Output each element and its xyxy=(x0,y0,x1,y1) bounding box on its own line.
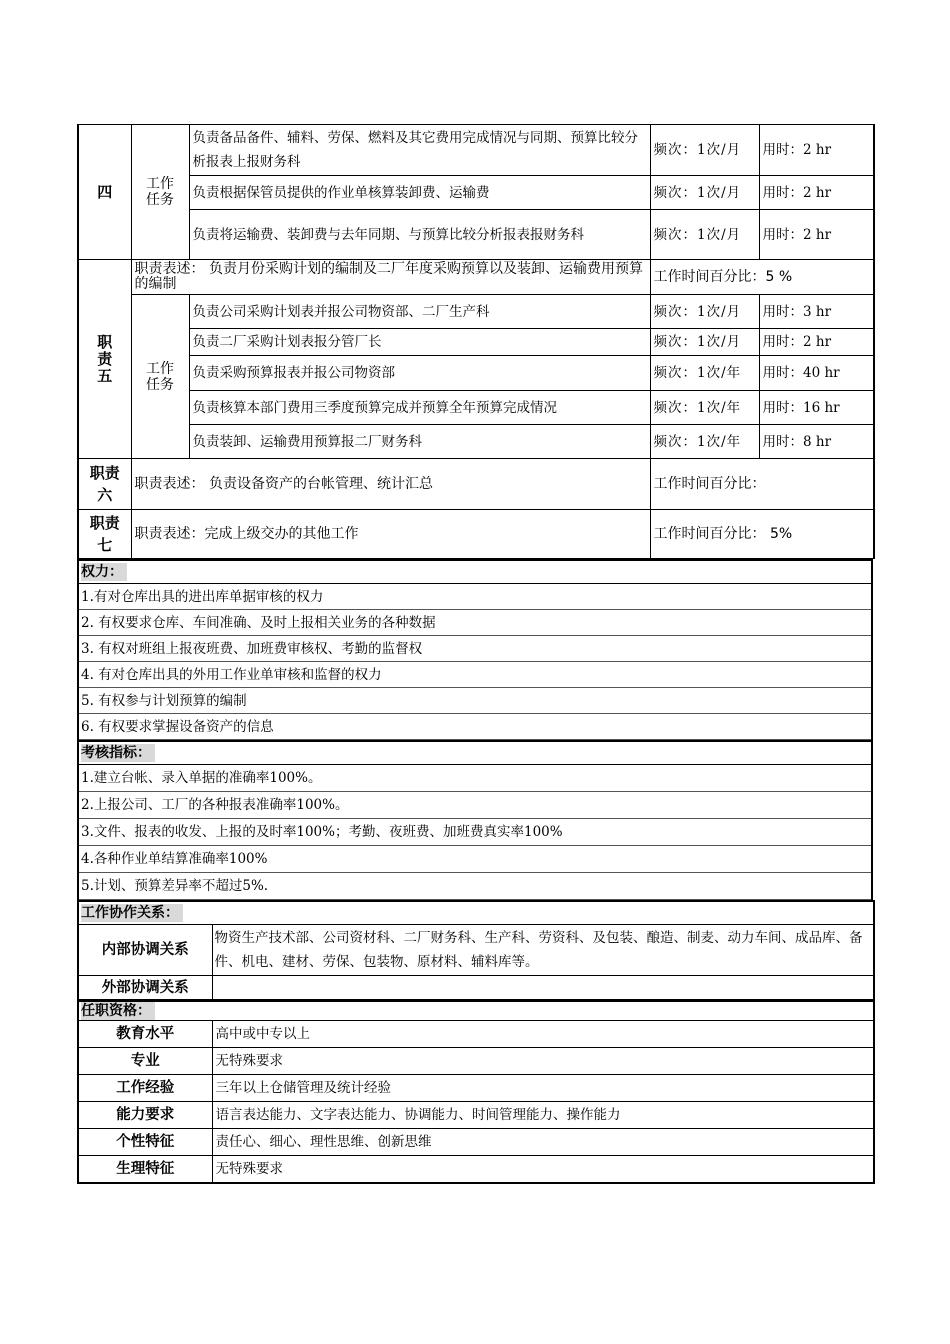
relations-header-row xyxy=(78,901,874,925)
kpi-item xyxy=(78,819,872,846)
qualification-row xyxy=(78,1075,874,1102)
power-item-text: 5. 有权参与计划预算的编制 xyxy=(78,688,872,714)
qualification-row xyxy=(78,1021,874,1048)
relations-table xyxy=(77,900,875,1000)
kpis-title xyxy=(78,741,872,765)
qualification-row xyxy=(78,1048,874,1075)
duty5-task-time: 用时：8 hr xyxy=(759,425,874,459)
duty5-task-text: 负责装卸、运输费用预算报二厂财务科 xyxy=(189,425,650,459)
duty5-task-label: 工作任务 xyxy=(131,295,189,459)
duty5-task-time: 用时：3 hr xyxy=(759,295,874,329)
kpi-item-text: 2.上报公司、工厂的各种报表准确率100%。 xyxy=(78,792,872,819)
kpi-item-text: 5.计划、预算差异率不超过5%. xyxy=(78,873,872,900)
external-relations-value xyxy=(212,976,874,1000)
qualification-label: 生理特征 xyxy=(78,1156,212,1183)
power-item-text: 1.有对仓库出具的进出库单据审核的权力 xyxy=(78,584,872,610)
qualifications-header-row xyxy=(78,1001,874,1021)
duty5-task-row xyxy=(78,425,874,459)
duty5-task-text: 负责采购预算报表并报公司物资部 xyxy=(189,356,650,391)
duty5-task-row xyxy=(78,329,874,356)
duty5-task-time: 用时：40 hr xyxy=(759,356,874,391)
qualification-row xyxy=(78,1102,874,1129)
qualifications-title xyxy=(78,1001,874,1021)
qualifications-table xyxy=(77,1000,875,1184)
duty7-description: 职责表述：完成上级交办的其他工作 xyxy=(131,510,650,559)
duty4-task-text: 负责根据保管员提供的作业单核算装卸费、运输费 xyxy=(189,176,650,210)
external-relations-label: 外部协调关系 xyxy=(78,976,212,1000)
qualification-label: 专业 xyxy=(78,1048,212,1075)
duty4-task-freq: 频次：1次/月 xyxy=(650,125,759,176)
power-item-text: 6. 有权要求掌握设备资产的信息 xyxy=(78,714,872,740)
job-description-sheet xyxy=(77,124,873,1184)
powers-title xyxy=(78,560,872,584)
kpi-item xyxy=(78,765,872,792)
duty5-task-freq: 频次：1次/月 xyxy=(650,329,759,356)
powers-table xyxy=(77,559,873,740)
relations-title-text: 工作协作关系： xyxy=(81,904,183,922)
qualification-value: 无特殊要求 xyxy=(212,1156,874,1183)
qualification-value: 语言表达能力、文字表达能力、协调能力、时间管理能力、操作能力 xyxy=(212,1102,874,1129)
internal-relations-label: 内部协调关系 xyxy=(78,925,212,976)
duty4-task-time: 用时：2 hr xyxy=(759,210,874,260)
qualification-label: 教育水平 xyxy=(78,1021,212,1048)
kpis-table xyxy=(77,740,873,900)
duty4-task-row xyxy=(78,176,874,210)
power-item xyxy=(78,636,872,662)
qualification-value: 责任心、细心、理性思维、创新思维 xyxy=(212,1129,874,1156)
duty6-label: 职责六 xyxy=(78,459,131,510)
qualification-row xyxy=(78,1129,874,1156)
powers-header-row xyxy=(78,560,872,584)
powers-title-text: 权力： xyxy=(81,563,127,581)
power-item xyxy=(78,714,872,740)
duty4-task-freq: 频次：1次/月 xyxy=(650,176,759,210)
qualification-row xyxy=(78,1156,874,1183)
kpi-item-text: 1.建立台帐、录入单据的准确率100%。 xyxy=(78,765,872,792)
power-item xyxy=(78,662,872,688)
duty5-task-freq: 频次：1次/年 xyxy=(650,425,759,459)
duty5-task-row xyxy=(78,391,874,425)
duty5-description: 职责表述： 负责月份采购计划的编制及二厂年度采购预算以及装卸、运输费用预算的编制 xyxy=(131,260,650,295)
duty4-task-text: 负责将运输费、装卸费与去年同期、与预算比较分析报表报财务科 xyxy=(189,210,650,260)
duty6-row xyxy=(78,459,874,510)
duties-table xyxy=(77,124,875,559)
kpi-item xyxy=(78,873,872,900)
duty7-row xyxy=(78,510,874,559)
duty5-task-time: 用时：16 hr xyxy=(759,391,874,425)
duty7-time-percent: 工作时间百分比： 5% xyxy=(650,510,874,559)
duty5-task-row xyxy=(78,356,874,391)
duty5-task-freq: 频次：1次/年 xyxy=(650,391,759,425)
duty4-task-time: 用时：2 hr xyxy=(759,176,874,210)
duty5-description-row xyxy=(78,260,874,295)
kpis-header-row xyxy=(78,741,872,765)
internal-relations-value: 物资生产技术部、公司资材科、二厂财务科、生产科、劳资科、及包装、酿造、制麦、动力车间、成品库、备件、机电、建材、劳保、包装物、原材料、辅料库等。 xyxy=(212,925,874,976)
kpi-item xyxy=(78,792,872,819)
kpi-item-text: 3.文件、报表的收发、上报的及时率100%；考勤、夜班费、加班费真实率100% xyxy=(78,819,872,846)
duty5-task-row xyxy=(78,295,874,329)
power-item xyxy=(78,584,872,610)
power-item-text: 3. 有权对班组上报夜班费、加班费审核权、考勤的监督权 xyxy=(78,636,872,662)
duty4-task-text: 负责备品备件、辅料、劳保、燃料及其它费用完成情况与同期、预算比较分析报表上报财务科 xyxy=(189,125,650,176)
duty4-label: 四 xyxy=(78,125,131,260)
power-item xyxy=(78,610,872,636)
duty5-task-text: 负责公司采购计划表并报公司物资部、二厂生产科 xyxy=(189,295,650,329)
power-item xyxy=(78,688,872,714)
duty5-task-freq: 频次：1次/年 xyxy=(650,356,759,391)
duty6-time-percent: 工作时间百分比： xyxy=(650,459,874,510)
kpi-item xyxy=(78,846,872,873)
qualification-value: 三年以上仓储管理及统计经验 xyxy=(212,1075,874,1102)
relations-title xyxy=(78,901,874,925)
duty4-task-freq: 频次：1次/月 xyxy=(650,210,759,260)
qualifications-title-text: 任职资格： xyxy=(81,1002,155,1020)
duty5-time-percent: 工作时间百分比：5 % xyxy=(650,260,874,295)
qualification-value: 高中或中专以上 xyxy=(212,1021,874,1048)
duty6-description: 职责表述： 负责设备资产的台帐管理、统计汇总 xyxy=(131,459,650,510)
duty5-task-time: 用时：2 hr xyxy=(759,329,874,356)
power-item-text: 2. 有权要求仓库、车间准确、及时上报相关业务的各种数据 xyxy=(78,610,872,636)
kpi-item-text: 4.各种作业单结算准确率100% xyxy=(78,846,872,873)
duty4-task-label: 工作任务 xyxy=(131,125,189,260)
internal-relations-row xyxy=(78,925,874,976)
duty4-task-time: 用时：2 hr xyxy=(759,125,874,176)
power-item-text: 4. 有对仓库出具的外用工作业单审核和监督的权力 xyxy=(78,662,872,688)
duty5-task-freq: 频次：1次/月 xyxy=(650,295,759,329)
duty4-task-row xyxy=(78,125,874,176)
duty5-label: 职责五 xyxy=(78,260,131,459)
duty5-task-text: 负责二厂采购计划表报分管厂长 xyxy=(189,329,650,356)
qualification-label: 工作经验 xyxy=(78,1075,212,1102)
qualification-label: 个性特征 xyxy=(78,1129,212,1156)
duty7-label: 职责七 xyxy=(78,510,131,559)
external-relations-row xyxy=(78,976,874,1000)
kpis-title-text: 考核指标： xyxy=(81,744,155,762)
duty5-task-text: 负责核算本部门费用三季度预算完成并预算全年预算完成情况 xyxy=(189,391,650,425)
duty4-task-row xyxy=(78,210,874,260)
qualification-value: 无特殊要求 xyxy=(212,1048,874,1075)
qualification-label: 能力要求 xyxy=(78,1102,212,1129)
